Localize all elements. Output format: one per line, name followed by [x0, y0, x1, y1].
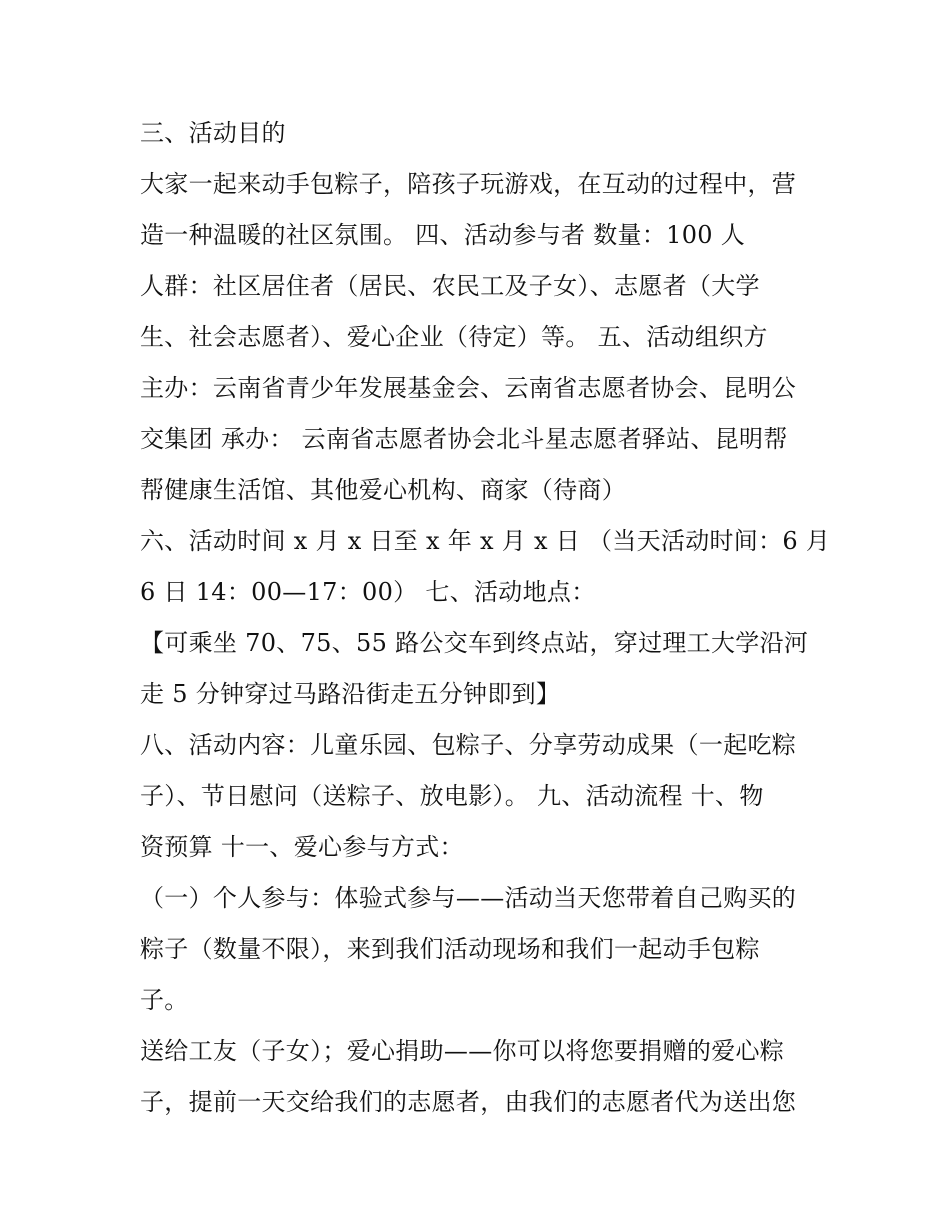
- text-line: 子。: [140, 986, 189, 1014]
- text-line: 人群：社区居住者（居民、农民工及子女）、志愿者（大学: [140, 272, 760, 300]
- text-line: 主办：云南省青少年发展基金会、云南省志愿者协会、昆明公: [140, 374, 797, 402]
- text-line: 八、活动内容：儿童乐园、包粽子、分享劳动成果（一起吃粽: [140, 731, 797, 759]
- text-line: 【可乘坐 70、75、55 路公交车到终点站，穿过理工大学沿河: [140, 629, 809, 657]
- text-line: 六、活动时间 x 月 x 日至 x 年 x 月 x 日 （当天活动时间：6 月: [140, 527, 831, 555]
- text-line: 子，提前一天交给我们的志愿者，由我们的志愿者代为送出您: [140, 1088, 797, 1116]
- text-line: 粽子（数量不限），来到我们活动现场和我们一起动手包粽: [140, 935, 760, 963]
- text-line: 交集团 承办： 云南省志愿者协会北斗星志愿者驿站、昆明帮: [140, 425, 788, 453]
- text-line: 送给工友（子女）；爱心捐助——你可以将您要捐赠的爱心粽: [140, 1037, 785, 1065]
- section-heading-purpose: 三、活动目的: [140, 119, 286, 147]
- text-line: 资预算 十一、爱心参与方式：: [140, 833, 464, 861]
- text-line: （一）个人参与：体验式参与——活动当天您带着自己购买的: [140, 884, 797, 912]
- text-line: 大家一起来动手包粽子，陪孩子玩游戏，在互动的过程中，营: [140, 170, 797, 198]
- document-body: [140, 108, 831, 1128]
- text-line: 生、社会志愿者）、爱心企业（待定）等。 五、活动组织方: [140, 323, 768, 351]
- text-line: 帮健康生活馆、其他爱心机构、商家（待商）: [140, 476, 626, 504]
- text-line: 造一种温暖的社区氛围。 四、活动参与者 数量：100 人: [140, 221, 746, 249]
- text-line: 6 日 14：00—17：00） 七、活动地点：: [140, 578, 596, 606]
- text-line: 走 5 分钟穿过马路沿街走五分钟即到】: [140, 680, 561, 708]
- text-line: 子）、节日慰问（送粽子、放电影）。 九、活动流程 十、物: [140, 782, 764, 810]
